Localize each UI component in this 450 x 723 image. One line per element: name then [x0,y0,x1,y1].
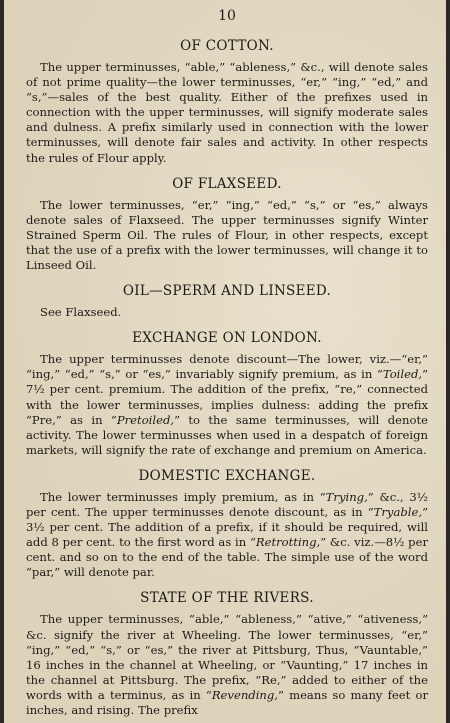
text-run: ” &c. viz.—8½ per cent. and so on to the end of the table. The simple use of the word “par,” will denote par. [26,535,428,580]
italic-example-word: Revending, [211,687,278,702]
text-run: The upper terminusses denote discount—The lower, viz.—“er,” “ing,” “ed,” “s,” or “es,” invariably signify premium, as in “ [26,352,428,382]
section-heading: OIL—SPERM AND LINSEED. [122,283,332,300]
italic-example-word: Trying, [325,489,368,504]
section-heading: OF FLAXSEED. [172,175,282,192]
italic-example-word: Pretoiled, [116,412,175,427]
section-paragraph: The upper terminusses, “able,” “ableness,” &c., will denote sales of not prime quality—the lower terminusses, “er,” “ing,” “ed,” and “s,”—sales of the best quality. Either of the prefixes used in connection with the upper terminusses, will signify moderate sales and dulness. A prefix similarly used in connection with the lower terminusses, will denote fair sales and activity. In other respects the rules of Flour apply. [26,60,428,165]
section-paragraph [26,612,428,718]
text-run: ” 3½ per cent. The addition of a prefix, if it should be required, will add 8 per cent. to the first word as in “ [26,504,428,550]
section-heading: STATE OF THE RIVERS. [140,590,314,607]
book-page [4,0,446,723]
italic-example-word: Retrotting, [255,535,321,550]
section-paragraph: See Flaxseed. [40,305,122,320]
section-flaxseed [26,176,428,273]
text-run: The lower terminusses imply premium, as in “ [40,489,326,504]
section-rivers [26,590,428,718]
section-paragraph [26,352,428,458]
section-exchange-london [26,330,428,458]
italic-example-word: Toiled, [382,367,423,382]
section-cotton [26,38,428,166]
section-heading: DOMESTIC EXCHANGE. [138,467,316,484]
text-run: The upper terminusses, “able,” “ableness,” “ative,” “ativeness,” &c. signify the river at Wheeling. The lower terminusses, “er,” “ing,” “ed,” “s,” or “es,” the river at Pittsburg, Thus, “Vauntable,” 16 inches in the channel at Wheeling, or “Vaunting,” 17 inches in the channel at Pittsburg. The prefix, “Re,” added to either of the words with a terminus, as in “ [26,612,428,702]
section-paragraph [26,490,428,581]
section-paragraph: The lower terminusses, “er,” “ing,” “ed,” “s,” or “es,” always denote sales of Flaxseed. The upper terminusses signify Winter Strained Sperm Oil. The rules of Flour, in other respects, except that the use of a prefix with the lower terminusses, will change it to Linseed Oil. [26,197,428,273]
page-number: 10 [218,8,236,24]
section-heading: EXCHANGE ON LONDON. [132,330,322,347]
section-heading: OF COTTON. [180,38,274,54]
section-domestic-exchange [26,468,428,581]
italic-example-word: Tryable, [373,504,423,519]
text-run: ” means so many feet or inches, and rising. The prefix [26,687,428,717]
text-run: ” 7½ per cent. premium. The addition of the prefix, “re,” connected with the lower terminusses, implies dulness: adding the prefix “Pre,” as in “ [26,367,428,427]
section-oil [26,283,428,320]
text-run: ” &c., 3½ per cent. The upper terminusses denote discount, as in “ [26,489,428,519]
text-run: ” to the same terminusses, will denote activity. The lower terminusses when used in a despatch of foreign markets, will signify the rate of exchange and premium on America. [26,412,428,457]
